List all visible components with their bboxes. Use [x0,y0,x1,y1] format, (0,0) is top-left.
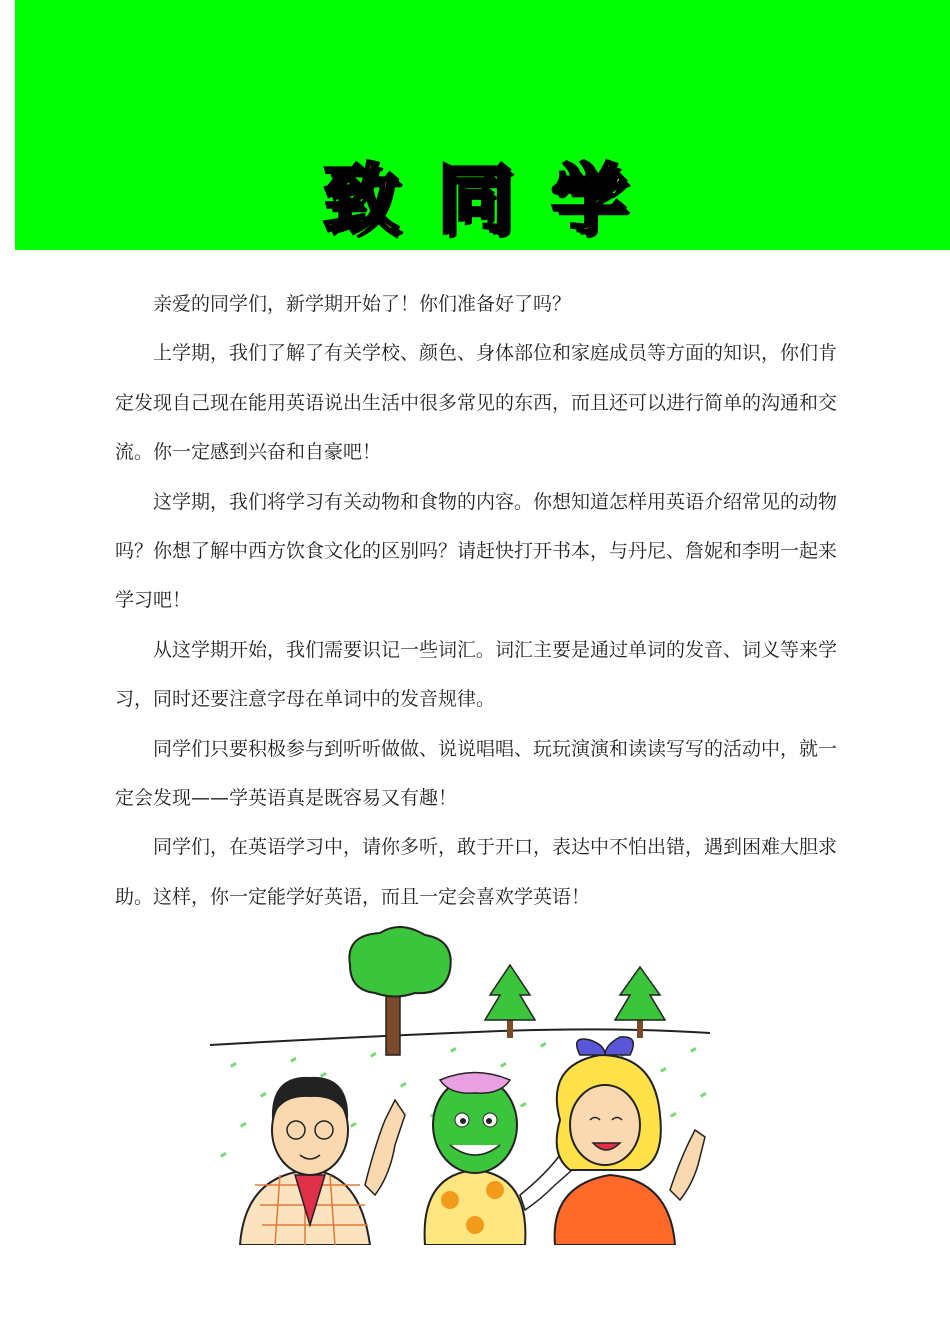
paragraph: 同学们，在英语学习中，请你多听，敢于开口，表达中不怕出错，遇到困难大胆求助。这样，你一定能学好英语，而且一定会喜欢学英语！ [115,836,838,908]
paragraph: 上学期，我们了解了有关学校、颜色、身体部位和家庭成员等方面的知识，你们肯定发现自己现在能用英语说出生活中很多常见的东西，而且还可以进行简单的沟通和交流。你一定感到兴奋和自豪吧！ [115,342,838,464]
paragraph: 亲爱的同学们，新学期开始了！你们准备好了吗？ [153,293,572,315]
pine-tree [485,965,535,1038]
page-title: 致同学 [323,155,665,244]
paragraph: 从这学期开始，我们需要识记一些词汇。词汇主要是通过单词的发音、词义等来学习，同时还要注意字母在单词中的发音规律。 [115,638,838,711]
tree [349,927,450,1055]
girl-figure [555,1037,705,1245]
children-illustration [200,925,760,1245]
pine-tree [615,967,665,1038]
letter-body [115,280,837,922]
boy-figure [240,1077,405,1245]
horizon-line [210,1029,710,1045]
paragraph: 这学期，我们将学习有关动物和食物的内容。你想知道怎样用英语介绍常见的动物吗？你想了解中西方饮食文化的区别吗？请赶快打开书本，与丹尼、詹妮和李明一起来学习吧！ [115,490,838,612]
paragraph: 同学们只要积极参与到听听做做、说说唱唱、玩玩演演和读读写写的活动中，就一定会发现——学英语真是既容易又有趣！ [115,737,838,810]
turtle-figure [425,1073,575,1246]
